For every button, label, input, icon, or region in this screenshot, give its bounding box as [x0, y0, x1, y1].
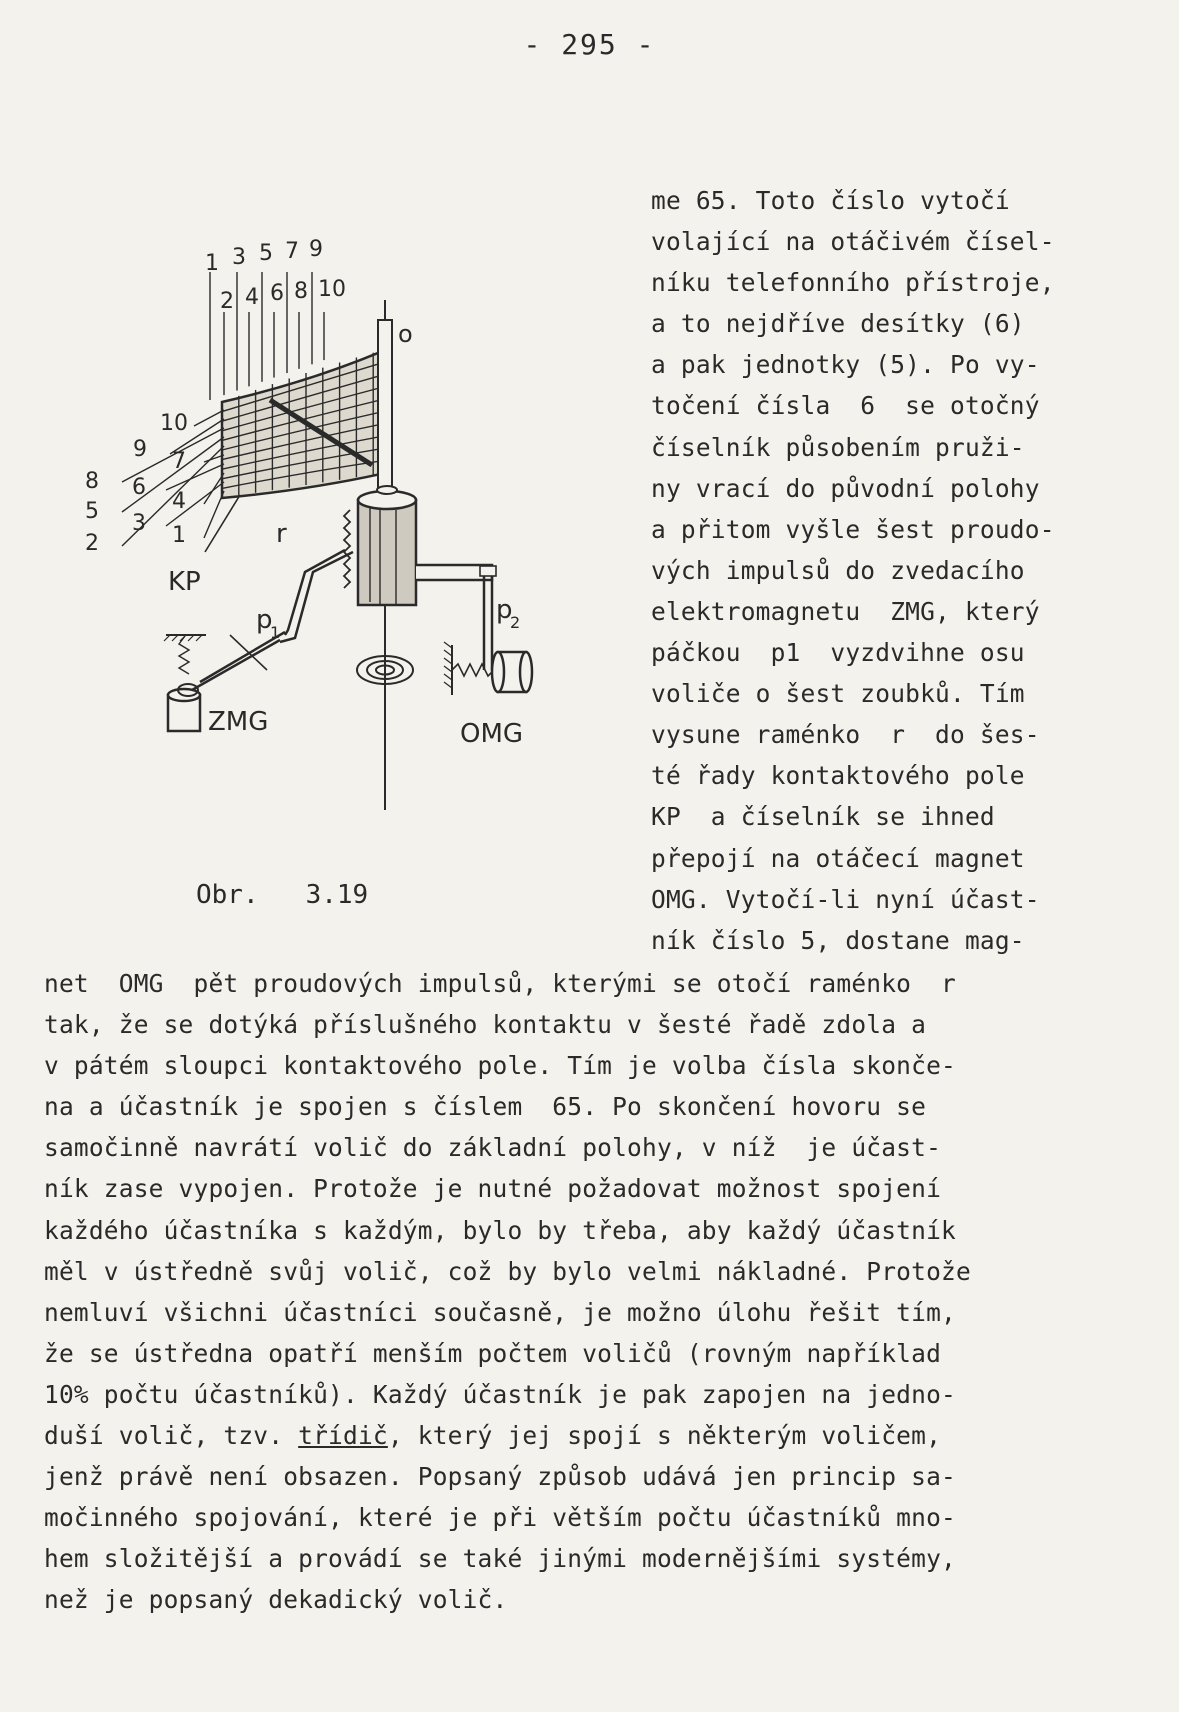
lever-p1-subscript: 1	[270, 623, 281, 642]
text-line: 10% počtu účastníků). Každý účastník je pak zapojen na jedno-	[44, 1379, 956, 1409]
text-line: než je popsaný dekadický volič.	[44, 1585, 508, 1615]
lever-p2-label: p	[496, 595, 513, 625]
text-line: každého účastníka s každým, bylo by třeba, aby každý účastník	[44, 1215, 956, 1245]
text-line: páčkou p1 vyzdvihne osu	[651, 638, 1025, 668]
text-line: KP a číselník se ihned	[651, 802, 995, 832]
axis-label: o	[398, 320, 413, 348]
text-line: voliče o šest zoubků. Tím	[651, 679, 1025, 709]
text-line: tak, že se dotýká příslušného kontaktu v šesté řadě zdola a	[44, 1010, 927, 1040]
left-label: 1	[172, 523, 186, 548]
text-line: ny vrací do původní polohy	[651, 473, 1040, 503]
zmg-label: ZMG	[208, 707, 269, 737]
text-line: točení čísla 6 se otočný	[651, 391, 1040, 421]
text-line: že se ústředna opatří menším počtem voličů (rovným například	[44, 1338, 942, 1368]
text-line: ník číslo 5, dostane mag-	[651, 925, 1025, 955]
top-label: 8	[294, 279, 308, 304]
right-column-text	[651, 180, 1121, 961]
text-line: v pátém sloupci kontaktového pole. Tím je volba čísla skonče-	[44, 1051, 956, 1081]
text-line: té řady kontaktového pole	[651, 761, 1025, 791]
top-label: 3	[232, 245, 246, 270]
text-line: jenž právě není obsazen. Popsaný způsob udává jen princip sa-	[44, 1462, 956, 1492]
text-line: a pak jednotky (5). Po vy-	[651, 350, 1040, 380]
contact-field-label: KP	[168, 567, 201, 597]
text-line: volající na otáčivém čísel-	[651, 227, 1055, 257]
selector-diagram	[80, 237, 600, 820]
top-label: 2	[220, 289, 234, 314]
arm-label: r	[276, 519, 287, 549]
top-label: 6	[270, 281, 284, 306]
omg-label: OMG	[460, 719, 524, 749]
text-line: níku telefonního přístroje,	[651, 268, 1055, 298]
text-line: na a účastník je spojen s číslem 65. Po skončení hovoru se	[44, 1092, 927, 1122]
left-label: 8	[85, 469, 99, 494]
text-line: měl v ústředně svůj volič, což by bylo velmi nákladné. Protože	[44, 1256, 971, 1286]
page-number: - 295 -	[523, 28, 656, 61]
left-label: 5	[85, 499, 99, 524]
text-line: nemluví všichni účastníci současně, je možno úlohu řešit tím,	[44, 1297, 956, 1327]
top-label: 4	[245, 285, 259, 310]
full-width-text	[44, 963, 1144, 1621]
text-line: elektromagnetu ZMG, který	[651, 596, 1040, 626]
text-line: me 65. Toto číslo vytočí	[651, 186, 1010, 215]
text-line: ník zase vypojen. Protože je nutné požadovat možnost spojení	[44, 1174, 942, 1204]
text-line: samočinně navrátí volič do základní polohy, v níž je účast-	[44, 1133, 942, 1163]
text-line: vých impulsů do zvedacího	[651, 555, 1025, 585]
top-label: 10	[318, 277, 346, 302]
left-label: 10	[160, 411, 188, 436]
text-line	[44, 1415, 1144, 1456]
top-label: 1	[205, 251, 219, 276]
text-line: net OMG pět proudových impulsů, kterými se otočí raménko r	[44, 969, 956, 998]
text-line: močinného spojování, které je při větším počtu účastníků mno-	[44, 1503, 956, 1533]
left-label: 6	[132, 475, 146, 500]
figure-caption: Obr. 3.19	[196, 880, 369, 910]
top-label: 9	[309, 237, 323, 262]
text-segment: , který jej spojí s některým voličem,	[387, 1421, 942, 1451]
top-label: 7	[285, 239, 299, 264]
left-label: 9	[133, 437, 147, 462]
text-line: hem složitější a provádí se také jinými modernějšími systémy,	[44, 1544, 956, 1574]
text-line: OMG. Vytočí-li nyní účast-	[651, 884, 1040, 914]
text-line: přepojí na otáčecí magnet	[651, 843, 1025, 873]
text-line: vysune raménko r do šes-	[651, 720, 1040, 750]
left-label: 7	[172, 449, 186, 474]
left-label: 3	[132, 511, 146, 536]
top-label: 5	[259, 241, 273, 266]
text-line: a přitom vyšle šest proudo-	[651, 514, 1055, 544]
text-line: a to nejdříve desítky (6)	[651, 309, 1025, 339]
text-segment: duší volič, tzv.	[44, 1421, 299, 1451]
lever-p1-label: p	[256, 605, 273, 635]
text-line: číselník působením pruži-	[651, 432, 1025, 462]
left-label: 4	[172, 489, 186, 514]
underlined-term: třídič	[298, 1421, 388, 1451]
left-label: 2	[85, 531, 99, 556]
lever-p2-subscript: 2	[510, 613, 521, 632]
